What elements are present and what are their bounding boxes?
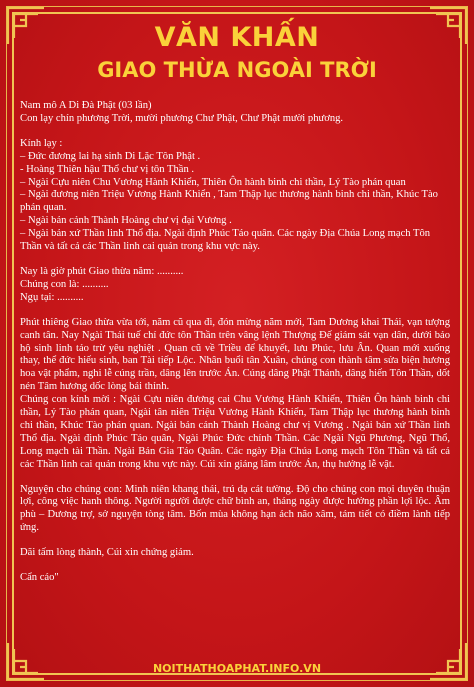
invocation-heading: Kính lạy :: [20, 137, 63, 149]
page-title: VĂN KHẤN: [154, 22, 320, 53]
invocation-line: Thần và tất cả các Thần linh cai quản trong khu vực này.: [20, 241, 260, 253]
closing-signoff: Cẩn cáo": [20, 572, 59, 584]
page-subtitle: GIAO THỪA NGOÀI TRỜI: [97, 58, 377, 82]
invocation-line: – Ngài đương niên Triệu Vương Hành Khiển , Tam Thập lục thương hành binh chi thần, Khúc Tào phán quan.: [20, 189, 438, 214]
corner-ornament-bottom-right: [426, 639, 470, 683]
blank-line: Chúng con là: ..........: [20, 278, 109, 290]
invocation-line: – Ngài Cựu niên Chu Vương Hành Khiển, Thiên Ôn hành binh chi thần, Lý Tào phán quan: [20, 176, 406, 188]
prayer-text: [20, 100, 450, 585]
blank-line: Nay là giờ phút Giao thừa năm: ..........: [20, 265, 184, 277]
invocation-line: – Đức đương lai hạ sinh Di Lặc Tôn Phật .: [20, 150, 201, 162]
blank-line: Ngụ tại: ..........: [20, 291, 84, 303]
corner-ornament-bottom-left: [4, 639, 48, 683]
closing-line: Dãi tấm lòng thành, Cúi xin chứng giám.: [20, 547, 194, 559]
invocation-line: – Ngài bản xứ Thần linh Thổ địa. Ngài định Phúc Táo quân. Các ngày Địa Chúa Long mạch Tôn: [20, 228, 431, 240]
invocation-line: – Ngài bản cảnh Thành Hoàng chư vị đại Vương .: [20, 215, 232, 227]
invocation-line: - Hoàng Thiên hậu Thổ chư vị tôn Thần .: [20, 163, 195, 175]
body-paragraph: Phút thiêng Giao thừa vừa tới, năm cũ qua đi, đón mừng năm mới, Tam Dương khai Thái, vạn tượng canh tân. Nay Ngài Thái tuế chí đức tôn Thần trên vâng lệnh Thượng Đế giám sát vạn dân, dưới bảo hộ sinh linh tảo trừ yêu nghiệt . Quan cũ về Triều để khuyết, lưu Phúc, lưu Ân. Quan mới xuống thay, thể đức hiếu sinh, ban Tài tiếp Lộc. Nhân buổi tân Xuân, chúng con thành tâm sửa biện hương hoa vật phẩm, nghi lễ cúng trần, dâng lên trước Án. Cúng dâng Phật Thánh, dâng hiến Tôn Thần, dốt nén Tâm hương dốc lòng bái thỉnh.: [20, 316, 450, 393]
intro-line: Nam mô A Di Đà Phật (03 lần): [20, 100, 152, 111]
website-footer: NOITHATHOAPHAT.INFO.VN: [152, 662, 322, 675]
intro-line: Con lạy chín phương Trời, mười phương Chư Phật, Chư Phật mười phương.: [20, 112, 344, 124]
wish-paragraph: Nguyện cho chúng con: Minh niên khang thái, trú dạ cát tường. Độ cho chúng con mọi duyên thuận lợi, công việc hanh thông. Người người được chữ bình an, tháng ngày được hưởng phần lợi lộc. Âm phù – Dương trợ, sở nguyện tòng tâm. Bốn mùa không hạn ách não xâm, tám tiết có điềm lành tiếp ứng.: [20, 483, 450, 534]
body-paragraph: Chúng con kính mời : Ngài Cựu niên đương cai Chu Vương Hành Khiển, Thiên Ôn hành binh chi thần, Lý Tào phán quan, Ngài tân niên Triệu Vương Hành Khiển, Tam Thập lục thương hành binh chi thần, Khúc Tào phán quan. Ngài bản cảnh Thành Hoàng chư vị Vương . Ngài bản xứ Thần linh Thổ địa. Ngài định Phúc Táo quân, Ngài Phúc Đức chính Thần. Các Ngài Ngũ Phương, Ngũ Thổ, Long mạch tài Thần. Ngài Bản Gia Táo Quân. Các ngày Địa Chúa Long mạch Tôn Thần và tất cả các Thần linh cai quản trong khu vực này. Cúi xin giáng lâm trước Án, thụ hưởng lễ vật.: [20, 394, 450, 470]
